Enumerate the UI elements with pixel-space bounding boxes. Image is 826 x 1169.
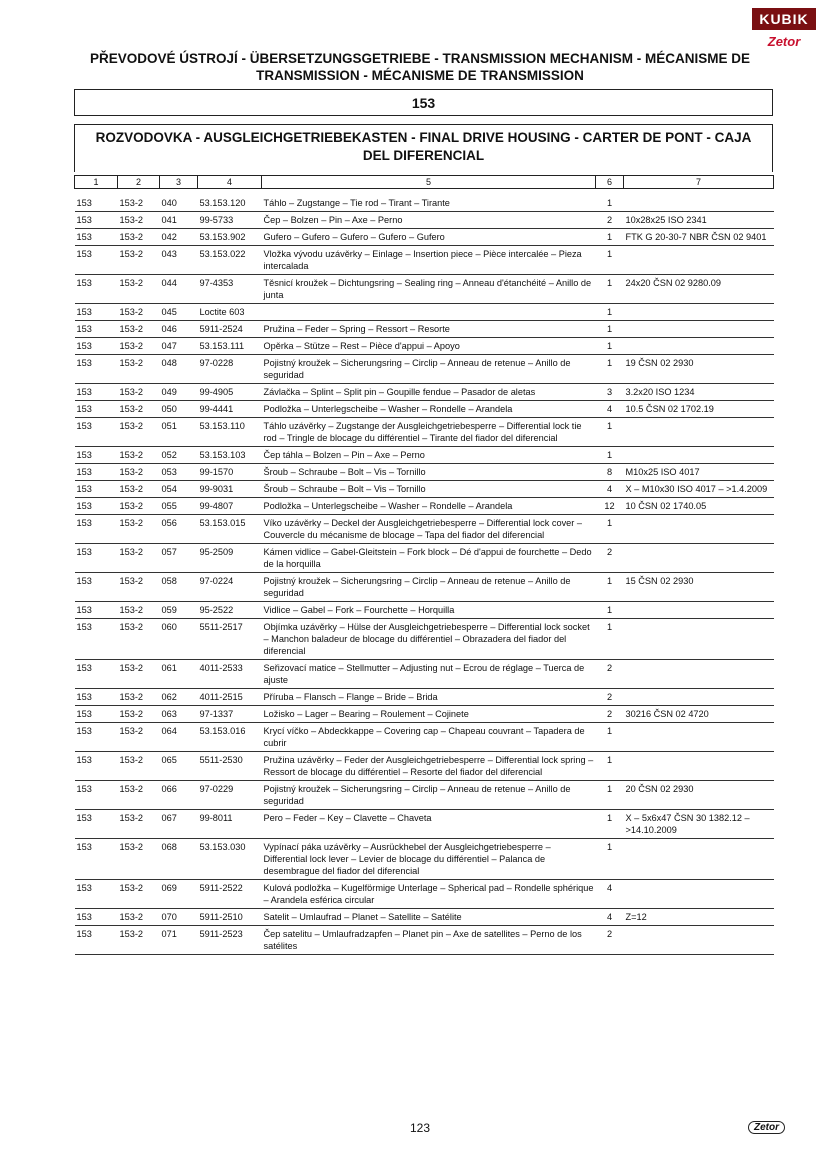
cell-desc: Vložka vývodu uzávěrky – Einlage – Insertion piece – Pièce intercalée – Pieza intercalada (262, 246, 596, 275)
cell-pos: 048 (160, 355, 198, 384)
cell-desc: Ložisko – Lager – Bearing – Roulement – Cojinete (262, 706, 596, 723)
cell-g: 153 (75, 195, 118, 212)
cell-desc: Pojistný kroužek – Sicherungsring – Circlip – Anneau de retenue – Anillo de seguridad (262, 355, 596, 384)
cell-pos: 063 (160, 706, 198, 723)
table-row (75, 304, 774, 321)
cell-pos: 059 (160, 602, 198, 619)
cell-desc (262, 304, 596, 321)
cell-part: 99-4807 (198, 498, 262, 515)
cell-g: 153 (75, 810, 118, 839)
cell-pos: 062 (160, 689, 198, 706)
cell-pos: 070 (160, 909, 198, 926)
table-row (75, 752, 774, 781)
cell-desc: Táhlo uzávěrky – Zugstange der Ausgleichgetriebesperre – Differential lock tie rod – Tringle de blocage du différentiel – Tirante del fiador del diferencial (262, 418, 596, 447)
cell-g: 153 (75, 338, 118, 355)
cell-sg: 153-2 (118, 781, 160, 810)
table-row (75, 229, 774, 246)
cell-sg: 153-2 (118, 926, 160, 955)
cell-sg: 153-2 (118, 246, 160, 275)
cell-part: 5511-2517 (198, 619, 262, 660)
cell-pos: 050 (160, 401, 198, 418)
cell-part: 53.153.103 (198, 447, 262, 464)
cell-pos: 047 (160, 338, 198, 355)
cell-sg: 153-2 (118, 384, 160, 401)
cell-part: 97-1337 (198, 706, 262, 723)
cell-pos: 045 (160, 304, 198, 321)
cell-desc: Pojistný kroužek – Sicherungsring – Circlip – Anneau de retenue – Anillo de seguridad (262, 781, 596, 810)
cell-g: 153 (75, 321, 118, 338)
cell-qty: 1 (596, 839, 624, 880)
cell-sg: 153-2 (118, 880, 160, 909)
cell-g: 153 (75, 481, 118, 498)
cell-note (624, 723, 774, 752)
cell-part: 97-0229 (198, 781, 262, 810)
cell-part: 97-0224 (198, 573, 262, 602)
table-row (75, 447, 774, 464)
cell-g: 153 (75, 464, 118, 481)
cell-note (624, 304, 774, 321)
cell-pos: 066 (160, 781, 198, 810)
cell-g: 153 (75, 544, 118, 573)
cell-desc: Satelit – Umlaufrad – Planet – Satellite – Satélite (262, 909, 596, 926)
cell-qty: 1 (596, 355, 624, 384)
cell-part: 53.153.022 (198, 246, 262, 275)
cell-pos: 055 (160, 498, 198, 515)
cell-note (624, 602, 774, 619)
cell-g: 153 (75, 880, 118, 909)
cell-note: 10x28x25 ISO 2341 (624, 212, 774, 229)
page-title-line2: TRANSMISSION - MÉCANISME DE TRANSMISSION (256, 68, 584, 83)
section-title-line2: DEL DIFERENCIAL (362, 148, 485, 163)
cell-part: 4011-2533 (198, 660, 262, 689)
cell-pos: 042 (160, 229, 198, 246)
cell-desc: Podložka – Unterlegscheibe – Washer – Rondelle – Arandela (262, 498, 596, 515)
table-row (75, 515, 774, 544)
cell-note (624, 839, 774, 880)
cell-desc: Krycí víčko – Abdeckkappe – Covering cap – Chapeau couvrant – Tapadera de cubrir (262, 723, 596, 752)
parts-table (74, 175, 774, 955)
parts-table-body (75, 189, 774, 955)
cell-pos: 071 (160, 926, 198, 955)
cell-part: 5911-2523 (198, 926, 262, 955)
cell-pos: 069 (160, 880, 198, 909)
cell-sg: 153-2 (118, 338, 160, 355)
kubik-logo-text: KUBIK (752, 8, 816, 30)
cell-qty: 1 (596, 752, 624, 781)
cell-sg: 153-2 (118, 706, 160, 723)
table-row (75, 338, 774, 355)
cell-pos: 064 (160, 723, 198, 752)
cell-note (624, 752, 774, 781)
cell-desc: Seřizovací matice – Stellmutter – Adjusting nut – Ecrou de réglage – Tuerca de ajuste (262, 660, 596, 689)
cell-sg: 153-2 (118, 464, 160, 481)
table-row (75, 212, 774, 229)
cell-g: 153 (75, 515, 118, 544)
cell-desc: Podložka – Unterlegscheibe – Washer – Rondelle – Arandela (262, 401, 596, 418)
cell-g: 153 (75, 246, 118, 275)
cell-g: 153 (75, 384, 118, 401)
cell-part: 5911-2524 (198, 321, 262, 338)
cell-pos: 067 (160, 810, 198, 839)
cell-pos: 051 (160, 418, 198, 447)
cell-part: Loctite 603 (198, 304, 262, 321)
cell-desc: Opěrka – Stütze – Rest – Pièce d'appui – Apoyo (262, 338, 596, 355)
column-header: 3 (160, 176, 198, 189)
cell-g: 153 (75, 839, 118, 880)
cell-note (624, 926, 774, 955)
cell-pos: 068 (160, 839, 198, 880)
cell-part: 99-9031 (198, 481, 262, 498)
cell-sg: 153-2 (118, 752, 160, 781)
table-row (75, 781, 774, 810)
cell-qty: 1 (596, 602, 624, 619)
table-row (75, 723, 774, 752)
cell-note: 10.5 ČSN 02 1702.19 (624, 401, 774, 418)
table-row (75, 418, 774, 447)
table-row (75, 619, 774, 660)
cell-part: 53.153.120 (198, 195, 262, 212)
cell-sg: 153-2 (118, 481, 160, 498)
cell-note (624, 447, 774, 464)
cell-desc: Pružina uzávěrky – Feder der Ausgleichgetriebesperre – Differential lock spring – Ressort de blocage du différentiel – Resorte del fiador del diferencial (262, 752, 596, 781)
table-row (75, 464, 774, 481)
cell-sg: 153-2 (118, 229, 160, 246)
cell-desc: Gufero – Gufero – Gufero – Gufero – Gufero (262, 229, 596, 246)
cell-pos: 053 (160, 464, 198, 481)
cell-note: 20 ČSN 02 2930 (624, 781, 774, 810)
cell-qty: 4 (596, 401, 624, 418)
cell-g: 153 (75, 447, 118, 464)
cell-part: 99-1570 (198, 464, 262, 481)
cell-qty: 4 (596, 481, 624, 498)
cell-qty: 12 (596, 498, 624, 515)
cell-part: 5511-2530 (198, 752, 262, 781)
cell-desc: Šroub – Schraube – Bolt – Vis – Tornillo (262, 481, 596, 498)
cell-sg: 153-2 (118, 355, 160, 384)
cell-g: 153 (75, 304, 118, 321)
cell-g: 153 (75, 229, 118, 246)
cell-note: X – M10x30 ISO 4017 – >1.4.2009 (624, 481, 774, 498)
cell-desc: Kámen vidlice – Gabel-Gleitstein – Fork block – Dé d'appui de fourchette – Dedo de la horquilla (262, 544, 596, 573)
cell-g: 153 (75, 619, 118, 660)
table-row (75, 384, 774, 401)
table-row (75, 810, 774, 839)
cell-sg: 153-2 (118, 810, 160, 839)
cell-desc: Pero – Feder – Key – Clavette – Chaveta (262, 810, 596, 839)
cell-sg: 153-2 (118, 321, 160, 338)
cell-desc: Závlačka – Splint – Split pin – Goupille fendue – Pasador de aletas (262, 384, 596, 401)
cell-g: 153 (75, 706, 118, 723)
cell-qty: 2 (596, 706, 624, 723)
cell-note (624, 880, 774, 909)
cell-qty: 2 (596, 689, 624, 706)
zetor-logo-text: Zetor (767, 34, 801, 49)
cell-pos: 065 (160, 752, 198, 781)
cell-sg: 153-2 (118, 447, 160, 464)
cell-part: 53.153.016 (198, 723, 262, 752)
cell-note (624, 689, 774, 706)
cell-pos: 058 (160, 573, 198, 602)
footer-zetor-logo: Zetor (748, 1121, 785, 1134)
cell-note: Z=12 (624, 909, 774, 926)
cell-sg: 153-2 (118, 602, 160, 619)
page-title-line1: PŘEVODOVÉ ÚSTROJÍ - ÜBERSETZUNGSGETRIEBE - TRANSMISSION MECHANISM - MÉCANISME DE (89, 51, 751, 66)
cell-qty: 1 (596, 810, 624, 839)
table-row (75, 246, 774, 275)
cell-note: 24x20 ČSN 02 9280.09 (624, 275, 774, 304)
cell-sg: 153-2 (118, 498, 160, 515)
cell-desc: Čep satelitu – Umlaufradzapfen – Planet pin – Axe de satellites – Perno de los satélites (262, 926, 596, 955)
cell-sg: 153-2 (118, 195, 160, 212)
cell-sg: 153-2 (118, 212, 160, 229)
cell-qty: 1 (596, 781, 624, 810)
cell-sg: 153-2 (118, 304, 160, 321)
cell-part: 99-4905 (198, 384, 262, 401)
column-header: 2 (118, 176, 160, 189)
cell-part: 95-2509 (198, 544, 262, 573)
cell-note: X – 5x6x47 ČSN 30 1382.12 – >14.10.2009 (624, 810, 774, 839)
cell-desc: Vidlice – Gabel – Fork – Fourchette – Horquilla (262, 602, 596, 619)
cell-qty: 1 (596, 304, 624, 321)
cell-part: 4011-2515 (198, 689, 262, 706)
cell-desc: Víko uzávěrky – Deckel der Ausgleichgetriebesperre – Differential lock cover – Couvercle du mécanisme de blocage – Tapa del fiador del diferencial (262, 515, 596, 544)
group-number: 153 (74, 89, 773, 116)
table-row (75, 880, 774, 909)
cell-g: 153 (75, 723, 118, 752)
cell-desc: Pružina – Feder – Spring – Ressort – Resorte (262, 321, 596, 338)
cell-qty: 1 (596, 246, 624, 275)
cell-qty: 1 (596, 229, 624, 246)
cell-g: 153 (75, 212, 118, 229)
cell-g: 153 (75, 781, 118, 810)
cell-desc: Pojistný kroužek – Sicherungsring – Circlip – Anneau de retenue – Anillo de seguridad (262, 573, 596, 602)
table-row (75, 544, 774, 573)
cell-sg: 153-2 (118, 544, 160, 573)
page-number: 123 (409, 1121, 431, 1135)
cell-pos: 052 (160, 447, 198, 464)
cell-qty: 4 (596, 880, 624, 909)
cell-pos: 041 (160, 212, 198, 229)
table-row (75, 689, 774, 706)
page-title (70, 50, 770, 84)
cell-note: FTK G 20-30-7 NBR ČSN 02 9401 (624, 229, 774, 246)
table-row (75, 839, 774, 880)
cell-part: 5911-2522 (198, 880, 262, 909)
table-row (75, 706, 774, 723)
cell-g: 153 (75, 689, 118, 706)
cell-pos: 044 (160, 275, 198, 304)
cell-qty: 1 (596, 321, 624, 338)
table-row (75, 573, 774, 602)
table-row (75, 909, 774, 926)
cell-g: 153 (75, 909, 118, 926)
cell-note (624, 195, 774, 212)
cell-sg: 153-2 (118, 573, 160, 602)
cell-sg: 153-2 (118, 401, 160, 418)
table-row (75, 660, 774, 689)
section-title-line1: ROZVODOVKA - AUSGLEICHGETRIEBEKASTEN - FINAL DRIVE HOUSING - CARTER DE PONT - CAJA (95, 130, 752, 145)
cell-desc: Vypínací páka uzávěrky – Ausrückhebel der Ausgleichgetriebesperre – Differential lock lever – Levier de blocage du différentiel – Palanca de desembrague del fiador del diferencial (262, 839, 596, 880)
cell-sg: 153-2 (118, 839, 160, 880)
cell-pos: 057 (160, 544, 198, 573)
cell-desc: Čep – Bolzen – Pin – Axe – Perno (262, 212, 596, 229)
cell-g: 153 (75, 660, 118, 689)
cell-g: 153 (75, 401, 118, 418)
cell-note (624, 321, 774, 338)
cell-note: M10x25 ISO 4017 (624, 464, 774, 481)
cell-sg: 153-2 (118, 660, 160, 689)
cell-desc: Těsnicí kroužek – Dichtungsring – Sealing ring – Anneau d'étanchéité – Anillo de junta (262, 275, 596, 304)
cell-pos: 056 (160, 515, 198, 544)
cell-qty: 8 (596, 464, 624, 481)
cell-part: 97-4353 (198, 275, 262, 304)
cell-sg: 153-2 (118, 515, 160, 544)
cell-qty: 2 (596, 926, 624, 955)
cell-note (624, 660, 774, 689)
cell-note (624, 246, 774, 275)
column-header: 7 (624, 176, 774, 189)
cell-pos: 043 (160, 246, 198, 275)
cell-pos: 054 (160, 481, 198, 498)
table-row (75, 275, 774, 304)
table-header-row (75, 176, 774, 189)
cell-sg: 153-2 (118, 619, 160, 660)
cell-note: 30216 ČSN 02 4720 (624, 706, 774, 723)
cell-sg: 153-2 (118, 418, 160, 447)
cell-qty: 2 (596, 544, 624, 573)
cell-desc: Kulová podložka – Kugelförmige Unterlage – Spherical pad – Rondelle sphérique – Arandela esférica circular (262, 880, 596, 909)
cell-qty: 1 (596, 619, 624, 660)
cell-part: 53.153.110 (198, 418, 262, 447)
cell-qty: 3 (596, 384, 624, 401)
cell-g: 153 (75, 418, 118, 447)
cell-pos: 049 (160, 384, 198, 401)
cell-part: 53.153.030 (198, 839, 262, 880)
cell-pos: 061 (160, 660, 198, 689)
table-row (75, 401, 774, 418)
cell-part: 97-0228 (198, 355, 262, 384)
cell-g: 153 (75, 573, 118, 602)
cell-part: 99-5733 (198, 212, 262, 229)
cell-part: 53.153.111 (198, 338, 262, 355)
cell-sg: 153-2 (118, 909, 160, 926)
column-header: 4 (198, 176, 262, 189)
cell-qty: 1 (596, 723, 624, 752)
table-row (75, 355, 774, 384)
cell-note (624, 418, 774, 447)
column-header: 6 (596, 176, 624, 189)
cell-desc: Objímka uzávěrky – Hülse der Ausgleichgetriebesperre – Differential lock socket – Manchon baladeur de blocage du différentiel – Obrazadera del fiador del diferencial (262, 619, 596, 660)
cell-note (624, 515, 774, 544)
cell-qty: 2 (596, 212, 624, 229)
section-title (74, 124, 773, 172)
cell-g: 153 (75, 498, 118, 515)
cell-part: 99-4441 (198, 401, 262, 418)
cell-note (624, 544, 774, 573)
cell-pos: 046 (160, 321, 198, 338)
table-row (75, 926, 774, 955)
cell-pos: 060 (160, 619, 198, 660)
cell-qty: 1 (596, 275, 624, 304)
cell-g: 153 (75, 355, 118, 384)
cell-part: 53.153.015 (198, 515, 262, 544)
cell-qty: 1 (596, 338, 624, 355)
table-row (75, 195, 774, 212)
cell-note: 3.2x20 ISO 1234 (624, 384, 774, 401)
cell-desc: Táhlo – Zugstange – Tie rod – Tirant – Tirante (262, 195, 596, 212)
cell-note: 10 ČSN 02 1740.05 (624, 498, 774, 515)
cell-qty: 1 (596, 447, 624, 464)
cell-note: 19 ČSN 02 2930 (624, 355, 774, 384)
cell-note (624, 338, 774, 355)
cell-part: 99-8011 (198, 810, 262, 839)
cell-sg: 153-2 (118, 689, 160, 706)
cell-desc: Příruba – Flansch – Flange – Bride – Brida (262, 689, 596, 706)
cell-part: 5911-2510 (198, 909, 262, 926)
cell-qty: 2 (596, 660, 624, 689)
cell-qty: 1 (596, 573, 624, 602)
table-row (75, 498, 774, 515)
table-row (75, 481, 774, 498)
table-row (75, 321, 774, 338)
column-header: 5 (262, 176, 596, 189)
cell-qty: 1 (596, 418, 624, 447)
cell-desc: Šroub – Schraube – Bolt – Vis – Tornillo (262, 464, 596, 481)
cell-note: 15 ČSN 02 2930 (624, 573, 774, 602)
cell-qty: 1 (596, 515, 624, 544)
cell-qty: 4 (596, 909, 624, 926)
cell-sg: 153-2 (118, 275, 160, 304)
cell-g: 153 (75, 602, 118, 619)
cell-part: 53.153.902 (198, 229, 262, 246)
cell-note (624, 619, 774, 660)
cell-desc: Čep táhla – Bolzen – Pin – Axe – Perno (262, 447, 596, 464)
cell-g: 153 (75, 752, 118, 781)
table-row (75, 602, 774, 619)
cell-qty: 1 (596, 195, 624, 212)
cell-sg: 153-2 (118, 723, 160, 752)
column-header: 1 (75, 176, 118, 189)
cell-g: 153 (75, 926, 118, 955)
cell-pos: 040 (160, 195, 198, 212)
cell-g: 153 (75, 275, 118, 304)
cell-part: 95-2522 (198, 602, 262, 619)
